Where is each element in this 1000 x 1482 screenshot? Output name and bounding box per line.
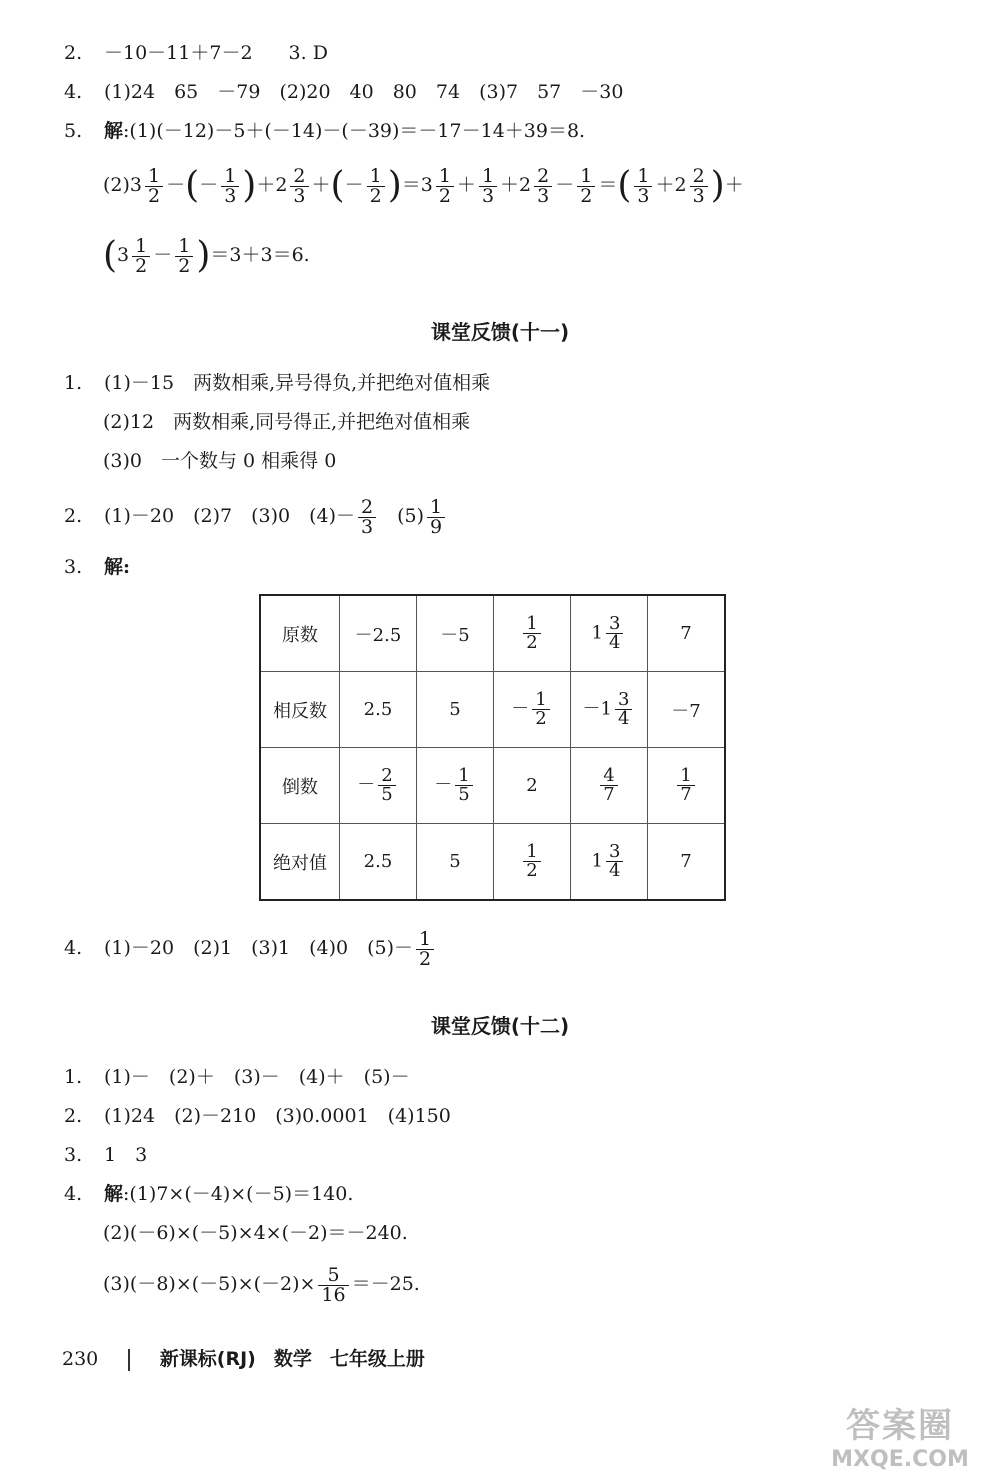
- s11-q1-3: (3)0 一个数与 0 相乘得 0: [103, 450, 337, 472]
- watermark-logo: 答案圈 MXQE.COM: [831, 1406, 969, 1472]
- s11-q4: 4. (1)－20 (2)1 (3)1 (4)0 (5)－ $\frac{1}{2}$: [64, 928, 437, 969]
- solution-5-2-line2: (3 $\frac{1}{2}$ － $\frac{1}{2}$ )＝3＋3＝6.: [103, 234, 310, 277]
- table-cell: － $\frac{1}{5}$: [417, 748, 494, 824]
- table-cell: － $\frac{2}{5}$: [340, 748, 417, 824]
- answer-line-5: 5. 解:(1)(－12)－5＋(－14)－(－39)＝－17－14＋39＝8.: [64, 120, 586, 142]
- s12-q3: 3. 1 3: [64, 1144, 148, 1166]
- answer-line-4: 4. (1)24 65 －79 (2)20 40 80 74 (3)7 57 －30: [64, 81, 624, 103]
- s11-q1: 1. (1)－15 两数相乘,异号得负,并把绝对值相乘: [64, 372, 491, 394]
- subject-name: 数学: [273, 1348, 312, 1370]
- table-row: [260, 824, 725, 901]
- table-cell: 7: [648, 595, 726, 672]
- s11-q2: 2. (1)－20 (2)7 (3)0 (4)－ $\frac{2}{3}$ (5) $\frac{1}{9}$: [64, 496, 448, 537]
- s12-q4-2: (2)(－6)×(－5)×4×(－2)＝－240.: [103, 1222, 408, 1244]
- table-cell: －5: [417, 595, 494, 672]
- section-title-11: 课堂反馈(十一): [430, 320, 570, 344]
- s12-q4-3: (3)(－8)×(－5)×(－2)× $\frac{5}{16}$ ＝－25.: [103, 1263, 420, 1306]
- number-table: [259, 594, 726, 901]
- table-cell: $\frac{1}{2}$: [494, 824, 571, 901]
- table-cell: 5: [417, 824, 494, 901]
- table-cell: － $\frac{1}{2}$: [494, 672, 571, 748]
- s11-q3: 3. 解:: [64, 556, 131, 578]
- row-header: 绝对值: [260, 824, 340, 901]
- table-cell: 7: [648, 824, 726, 901]
- table-cell: 2.5: [340, 824, 417, 901]
- table-cell: 5: [417, 672, 494, 748]
- table-row: [260, 672, 725, 748]
- row-header: 相反数: [260, 672, 340, 748]
- page-footer: [62, 1344, 425, 1371]
- s12-q2: 2. (1)24 (2)－210 (3)0.0001 (4)150: [64, 1105, 451, 1127]
- table-cell: －2.5: [340, 595, 417, 672]
- table-cell: $\frac{1}{2}$: [494, 595, 571, 672]
- solution-5-2-line1: (2)3 $\frac{1}{2}$ －(－ $\frac{1}{3}$ )＋2 $\frac{2}{3}$ ＋(－ $\frac{1}{2}$ )＝3 $\frac{1}{2}$ ＋ $\frac{1}{3}$ ＋2 $\frac{2}{3}$ － $\frac{1}{2}$ ＝( $\frac{1}{3}$ ＋2 $\frac{2}{3}$ )＋: [103, 164, 744, 207]
- page-number: 230: [62, 1348, 99, 1370]
- s11-q1-2: (2)12 两数相乘,同号得正,并把绝对值相乘: [103, 411, 471, 433]
- table-cell: $\frac{1}{7}$: [648, 748, 726, 824]
- table-row: [260, 748, 725, 824]
- s12-q4: 4. 解:(1)7×(－4)×(－5)＝140.: [64, 1183, 354, 1205]
- table-cell: 1 $\frac{3}{4}$: [571, 595, 648, 672]
- table-cell: $\frac{4}{7}$: [571, 748, 648, 824]
- s12-q1: 1. (1)－ (2)＋ (3)－ (4)＋ (5)－: [64, 1066, 410, 1088]
- row-header: 倒数: [260, 748, 340, 824]
- series-name: 新课标(RJ): [159, 1348, 256, 1370]
- table-cell: 2: [494, 748, 571, 824]
- section-title-12: 课堂反馈(十二): [430, 1014, 570, 1038]
- grade-name: 七年级上册: [329, 1348, 425, 1370]
- table-cell: 1 $\frac{3}{4}$: [571, 824, 648, 901]
- table-cell: 2.5: [340, 672, 417, 748]
- row-header: 原数: [260, 595, 340, 672]
- answer-line-2: 2. －10－11＋7－2 3. D: [64, 42, 328, 64]
- table-cell: －7: [648, 672, 726, 748]
- table-cell: －1 $\frac{3}{4}$: [571, 672, 648, 748]
- table-row: [260, 595, 725, 672]
